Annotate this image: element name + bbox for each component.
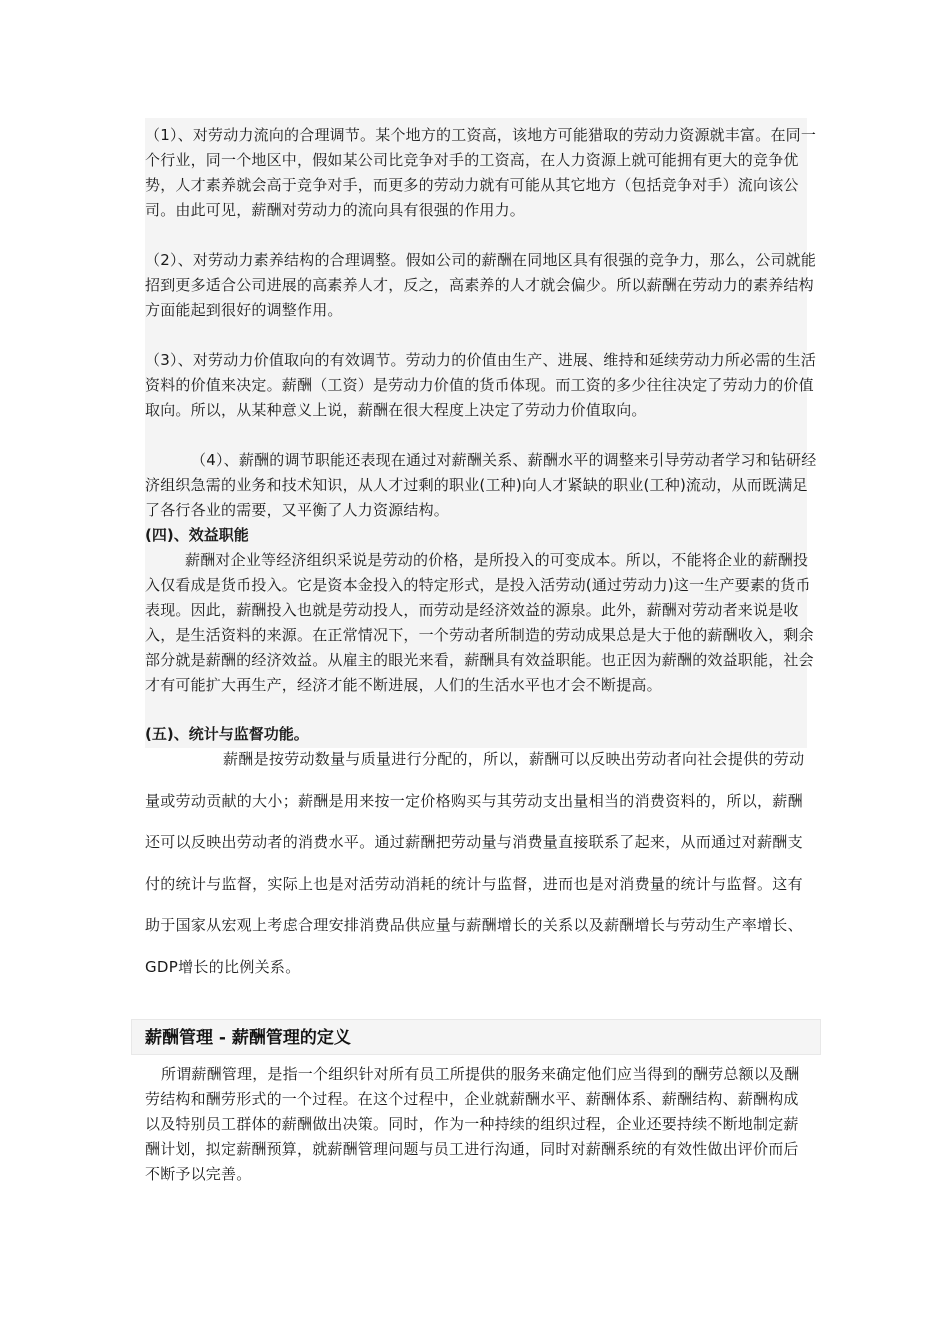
- heading-benefit-function: (四)、效益职能: [145, 526, 249, 544]
- paragraph-adjust-function: （4）、薪酬的调节职能还表现在通过对薪酬关系、薪酬水平的调整来引导劳动者学习和钻研经济组织急需的业务和技术知识，从人才过剩的职业(工种)向人才紧缺的职业(工种)流动，从而既满足了各行各业的需要，又平衡了人力资源结构。: [145, 451, 817, 519]
- paragraph-statistics-supervision: 薪酬是按劳动数量与质量进行分配的，所以，薪酬可以反映出劳动者向社会提供的劳动量或劳动贡献的大小；薪酬是用来按一定价格购买与其劳动支出量相当的消费资料的，所以，薪酬还可以反映出劳动者的消费水平。通过薪酬把劳动量与消费量直接联系了起来，从而通过对薪酬支付的统计与监督，实际上也是对活劳动消耗的统计与监督，进而也是对消费量的统计与监督。这有助于国家从宏观上考虑合理安排消费品供应量与薪酬增长的关系以及薪酬增长与劳动生产率增长、GDP增长的比例关系。: [145, 750, 805, 976]
- paragraph-labor-quality: （2）、对劳动力素养结构的合理调整。假如公司的薪酬在同地区具有很强的竞争力，那么，公司就能招到更多适合公司进展的高素养人才，反之，高素养的人才就会偏少。所以薪酬在劳动力的素养结构方面能起到很好的调整作用。: [145, 251, 817, 319]
- section-title: 薪酬管理 - 薪酬管理的定义: [145, 1028, 351, 1048]
- paragraph-compensation-definition: 所谓薪酬管理，是指一个组织针对所有员工所提供的服务来确定他们应当得到的酬劳总额以及酬劳结构和酬劳形式的一个过程。在这个过程中，企业就薪酬水平、薪酬体系、薪酬结构、薪酬构成以及特别员工群体的薪酬做出决策。同时，作为一种持续的组织过程，企业还要持续不断地制定薪酬计划，拟定薪酬预算，就薪酬管理问题与员工进行沟通，同时对薪酬系统的有效性做出评价而后不断予以完善。: [145, 1065, 800, 1183]
- heading-statistics-supervision: (五)、统计与监督功能。: [145, 725, 309, 743]
- section-header-bar: [131, 1019, 821, 1055]
- paragraph-labor-value: （3）、对劳动力价值取向的有效调节。劳动力的价值由生产、进展、维持和延续劳动力所必需的生活资料的价值来决定。薪酬（工资）是劳动力价值的货币体现。而工资的多少往往决定了劳动力的价值取向。所以，从某种意义上说，薪酬在很大程度上决定了劳动力价值取向。: [145, 351, 817, 419]
- paragraph-benefit-function: 薪酬对企业等经济组织采说是劳动的价格，是所投入的可变成本。所以，不能将企业的薪酬投入仅看成是货币投入。它是资本金投入的特定形式，是投入活劳动(通过劳动力)这一生产要素的货币表现。因此，薪酬投入也就是劳动投人，而劳动是经济效益的源泉。此外，薪酬对劳动者来说是收入，是生活资料的来源。在正常情况下，一个劳动者所制造的劳动成果总是大于他的薪酬收入，剩余部分就是薪酬的经济效益。从雇主的眼光来看，薪酬具有效益职能。也正因为薪酬的效益职能，社会才有可能扩大再生产，经济才能不断进展，人们的生活水平也才会不断提高。: [145, 551, 814, 694]
- paragraph-labor-flow: （1）、对劳动力流向的合理调节。某个地方的工资高，该地方可能猎取的劳动力资源就丰富。在同一个行业，同一个地区中，假如某公司比竞争对手的工资高，在人力资源上就可能拥有更大的竞争优势，人才素养就会高于竞争对手，而更多的劳动力就有可能从其它地方（包括竞争对手）流向该公司。由此可见，薪酬对劳动力的流向具有很强的作用力。: [145, 126, 817, 219]
